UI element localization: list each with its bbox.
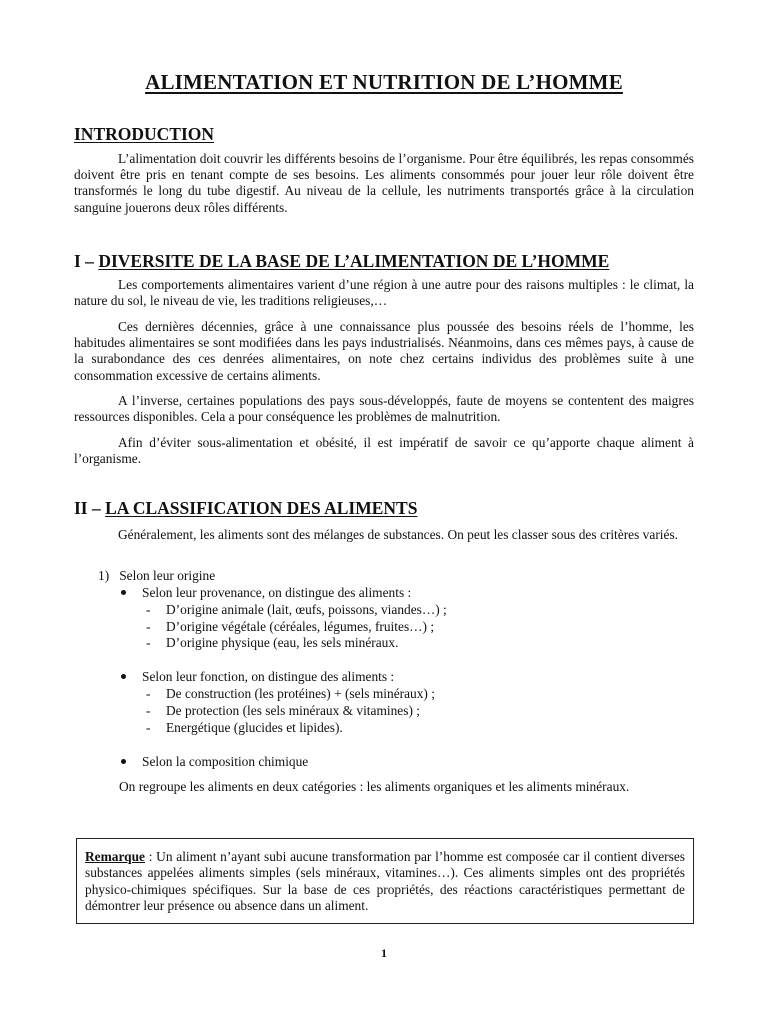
sub-item-animal-text: D’origine animale (lait, œufs, poissons, viandes…) ;: [166, 602, 447, 617]
bullet-icon: [121, 674, 126, 679]
sub-item-vegetal-text: D’origine végétale (céréales, légumes, fruites…) ;: [166, 619, 435, 634]
sub-item-protection-text: De protection (les sels minéraux & vitamines) ;: [166, 703, 420, 718]
dash-icon: -: [146, 720, 151, 735]
section-2-prefix: II –: [74, 498, 101, 518]
sub-item-energetique: [146, 720, 343, 736]
remark-paragraph: [85, 849, 685, 915]
remark-box: [76, 838, 694, 924]
sub-item-physique: [146, 635, 398, 651]
section-2-closing: On regroupe les aliments en deux catégories : les aliments organiques et les aliments minéraux.: [119, 779, 630, 794]
sub-item-physique-text: D’origine physique (eau, les sels minéraux.: [166, 635, 399, 650]
list-item-origin: [98, 568, 215, 584]
introduction-heading-text: INTRODUCTION: [74, 124, 215, 144]
remark-label: Remarque: [85, 849, 146, 864]
introduction-paragraph: L’alimentation doit couvrir les différents besoins de l’organisme. Pour être équilibrés, les repas consommés doivent être pris en tenant compte de ses besoins. Les aliments consommés pour jouer leur rôle doivent être transformés le long du tube digestif. Au niveau de la cellule, les nutriments transportés grâce à la circulation sanguine jouerons deux rôles différents.: [74, 151, 694, 215]
bullet-composition: [121, 754, 308, 770]
section-1-paragraph-3: A l’inverse, certaines populations des pays sous-développés, faute de moyens se contentent des maigres ressources disponibles. Cela a pour conséquence les problèmes de malnutrition.: [74, 393, 694, 425]
list-title: Selon leur origine: [119, 568, 216, 583]
introduction-heading: [74, 124, 214, 145]
sub-item-construction-text: De construction (les protéines) + (sels minéraux) ;: [166, 686, 435, 701]
bullet-provenance-text: Selon leur provenance, on distingue des aliments :: [142, 585, 412, 600]
sub-item-construction: [146, 686, 435, 702]
sub-item-energetique-text: Energétique (glucides et lipides).: [166, 720, 343, 735]
bullet-provenance: [121, 585, 411, 601]
bullet-composition-text: Selon la composition chimique: [142, 754, 309, 769]
dash-icon: -: [146, 703, 151, 718]
dash-icon: -: [146, 686, 151, 701]
list-number: 1): [98, 568, 110, 583]
section-1-paragraph-1: Les comportements alimentaires varient d’une région à une autre pour des raisons multiples : le climat, la nature du sol, le niveau de vie, les traditions religieuses,…: [74, 277, 694, 309]
sub-item-protection: [146, 703, 420, 719]
section-1-heading: [74, 251, 609, 272]
section-1-prefix: I –: [74, 251, 94, 271]
section-1-title: DIVERSITE DE LA BASE DE L’ALIMENTATION DE L’HOMME: [98, 251, 610, 271]
dash-icon: -: [146, 619, 151, 634]
document-title: ALIMENTATION ET NUTRITION DE L’HOMME: [145, 70, 623, 94]
sub-item-animal: [146, 602, 447, 618]
section-1-paragraph-2: Ces dernières décennies, grâce à une connaissance plus poussée des besoins réels de l’homme, les habitudes alimentaires se sont modifiées dans les pays industrialisés. Néanmoins, dans ces mêmes pays, à cause de la surabondance des ces denrées alimentaires, on note chez certains individus des problèmes suite à une consommation excessive de certains aliments.: [74, 319, 694, 383]
sub-item-vegetal: [146, 619, 434, 635]
dash-icon: -: [146, 602, 151, 617]
bullet-icon: [121, 590, 126, 595]
section-1-paragraph-4: Afin d’éviter sous-alimentation et obésité, il est impératif de savoir ce qu’apporte chaque aliment à l’organisme.: [74, 435, 694, 467]
section-2-intro: Généralement, les aliments sont des mélanges de substances. On peut les classer sous des critères variés.: [118, 527, 679, 542]
remark-text: : Un aliment n’ayant subi aucune transformation par l’homme est composée car il contient diverses substances appelées aliments simples (sels minéraux, vitamines…). Ces aliments simples ont des propriétés physico-chimiques spécifiques. Sur la base de ces propriétés, des réactions caractéristiques permettant de démontrer leur présence ou absence dans un aliment.: [85, 849, 685, 914]
section-2-heading: [74, 498, 417, 519]
bullet-fonction-text: Selon leur fonction, on distingue des aliments :: [142, 669, 395, 684]
section-2-title: LA CLASSIFICATION DES ALIMENTS: [105, 498, 418, 518]
bullet-icon: [121, 759, 126, 764]
dash-icon: -: [146, 635, 151, 650]
bullet-fonction: [121, 669, 394, 685]
page-number: 1: [381, 946, 387, 960]
